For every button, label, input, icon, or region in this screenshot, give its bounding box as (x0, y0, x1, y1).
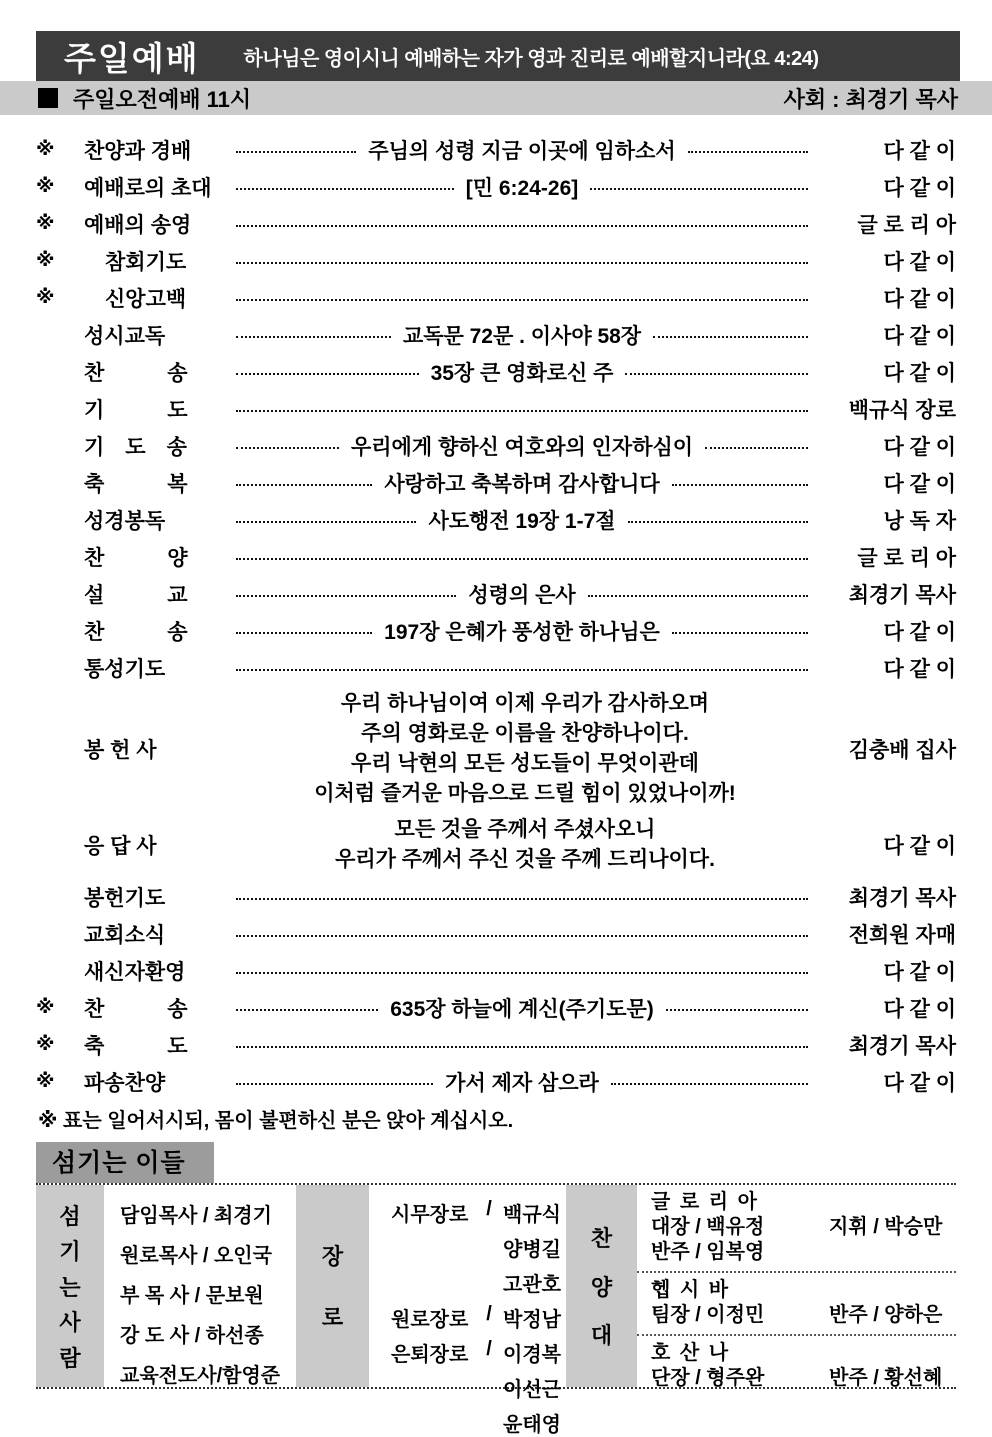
order-row (36, 242, 956, 279)
elder-role (391, 1408, 475, 1437)
order-row-label: 찬 송 (84, 620, 188, 644)
vertical-header-char: 장 (321, 1244, 344, 1270)
dotted-leader (236, 935, 808, 937)
pastor-entry: 강 도 사 / 하선종 (120, 1325, 264, 1347)
order-row-content: 635장 하늘에 계신(주기도문) (390, 997, 654, 1021)
dotted-leader (236, 484, 372, 486)
order-row-middle (236, 1067, 808, 1097)
elder-name: 양병길 (503, 1239, 561, 1261)
choir-name: 호 산 나 (651, 1342, 731, 1364)
order-row-label: 찬 송 (84, 361, 188, 385)
order-row-assignee: 최경기 목사 (848, 583, 956, 607)
header-banner (36, 31, 960, 81)
choir-staff-row (651, 1215, 956, 1240)
order-row-label: 기 도 송 (84, 435, 187, 459)
dotted-leader (628, 521, 808, 523)
choir-staff-left: 팀장 / 이정민 (651, 1304, 765, 1326)
dotted-leader (236, 972, 808, 974)
order-row-middle (236, 320, 808, 350)
order-row-content: 사도행전 19장 1-7절 (428, 509, 616, 533)
order-row-content: 사랑하고 축복하며 감사합니다 (384, 472, 660, 496)
order-row (36, 205, 956, 242)
order-row (36, 1063, 956, 1100)
vertical-header-char: 섬 (59, 1203, 81, 1229)
order-row-middle (236, 579, 808, 609)
order-row-assignee: 김충배 집사 (848, 739, 956, 762)
choir-name: 헵 시 바 (651, 1279, 731, 1301)
elder-separator: / (486, 1338, 492, 1360)
dotted-leader (705, 447, 808, 449)
order-row-content (234, 815, 816, 875)
dotted-leader (236, 188, 454, 190)
servants-section-title: 섬기는 이들 (36, 1142, 214, 1183)
servants-col-header-elders (296, 1185, 369, 1387)
elder-role: 은퇴장로 (391, 1344, 469, 1366)
order-row (36, 390, 956, 427)
order-row (36, 501, 956, 538)
order-row-assignee: 다 같 이 (883, 620, 956, 644)
order-row-content: 주님의 성령 지금 이곳에 임하소서 (368, 139, 676, 163)
star-mark: ※ (36, 1034, 55, 1055)
order-row-assignee: 다 같 이 (883, 176, 956, 200)
order-row-assignee: 다 같 이 (883, 361, 956, 385)
dotted-leader (236, 299, 808, 301)
choir-staff-right: 지휘 / 박승만 (829, 1216, 943, 1238)
order-row-label: 통성기도 (84, 657, 166, 681)
dotted-leader (611, 1083, 808, 1085)
choir-staff-row (651, 1303, 956, 1328)
order-row-label: 축 도 (84, 1034, 188, 1058)
order-row (36, 1026, 956, 1063)
order-row-label: 신앙고백 (84, 287, 187, 311)
order-row-assignee: 다 같 이 (883, 139, 956, 163)
order-row-assignee: 다 같 이 (883, 997, 956, 1021)
order-row-assignee: 다 같 이 (883, 472, 956, 496)
offering-text-line: 주의 영화로운 이름을 찬양하나이다. (361, 722, 689, 745)
order-row (36, 686, 956, 812)
order-row-middle (236, 505, 808, 535)
dotted-leader (236, 225, 808, 227)
vertical-header-char: 기 (59, 1239, 81, 1264)
order-row (36, 989, 956, 1026)
dotted-leader (236, 373, 419, 375)
order-row-label: 봉헌기도 (84, 886, 166, 910)
servants-table (36, 1183, 956, 1436)
black-square-icon (38, 88, 58, 108)
order-row (36, 952, 956, 989)
elder-name: 백규식 (503, 1204, 561, 1226)
choir-group (637, 1334, 956, 1397)
vertical-header-char: 람 (59, 1345, 81, 1371)
order-row-middle (236, 896, 808, 898)
order-row-label: 기 도 (84, 398, 188, 422)
elder-name: 윤태영 (503, 1414, 561, 1436)
dotted-leader (590, 188, 808, 190)
choir-staff-left: 대장 / 백유정 (651, 1216, 765, 1238)
order-row (36, 279, 956, 316)
dotted-leader (688, 151, 808, 153)
star-mark: ※ (36, 287, 55, 308)
choir-staff-right: 반주 / 양하은 (829, 1304, 943, 1326)
order-row-label: 예배로의 초대 (84, 176, 212, 200)
choir-group (637, 1271, 956, 1334)
order-row (36, 131, 956, 168)
elder-entry (391, 1268, 566, 1297)
elder-separator: / (486, 1303, 492, 1325)
order-row (36, 464, 956, 501)
dotted-leader (588, 595, 808, 597)
order-row-middle (236, 616, 808, 646)
order-row-middle (236, 431, 808, 461)
star-mark: ※ (36, 1071, 55, 1092)
offering-text-line: 우리가 주께서 주신 것을 주께 드리나이다. (335, 848, 715, 871)
choir-staff-row (651, 1240, 956, 1265)
order-row-label: 응 답 사 (84, 835, 157, 858)
order-row-assignee: 다 같 이 (883, 657, 956, 681)
pastors-list (104, 1185, 296, 1387)
order-row-label: 참회기도 (84, 250, 187, 274)
dotted-leader (236, 151, 356, 153)
dotted-leader (236, 447, 339, 449)
dotted-leader (236, 262, 808, 264)
order-row-label: 찬양과 경배 (84, 139, 192, 163)
standing-footnote: ※ 표는 일어서시되, 몸이 불편하신 분은 앉아 계십시오. (38, 1110, 514, 1132)
order-row-middle (236, 933, 808, 935)
servants-col-header-choirs (566, 1185, 637, 1387)
order-row-assignee: 다 같 이 (883, 287, 956, 311)
dotted-leader (236, 898, 808, 900)
elder-role (391, 1268, 475, 1297)
order-row-label: 교회소식 (84, 923, 166, 947)
choir-staff-left: 반주 / 임복영 (651, 1241, 765, 1263)
order-row-assignee: 낭 독 자 (883, 509, 956, 533)
star-mark: ※ (36, 213, 55, 234)
order-row-assignee: 다 같 이 (883, 324, 956, 348)
dotted-leader (236, 336, 391, 338)
order-row-assignee: 다 같 이 (883, 960, 956, 984)
order-row-assignee: 글 로 리 아 (857, 213, 956, 237)
order-row-assignee: 최경기 목사 (848, 1034, 956, 1058)
order-row-assignee: 다 같 이 (883, 835, 956, 858)
vertical-header-char: 로 (321, 1304, 344, 1330)
choir-staff-right: 반주 / 황선혜 (829, 1367, 943, 1389)
pastor-entry: 담임목사 / 최경기 (120, 1205, 272, 1227)
order-row (36, 316, 956, 353)
dotted-leader (653, 336, 808, 338)
bulletin-page (0, 31, 992, 1434)
vertical-header-char: 양 (590, 1274, 613, 1300)
order-row (36, 812, 956, 878)
order-row-assignee: 다 같 이 (883, 435, 956, 459)
order-row-middle (236, 260, 808, 262)
order-row-content: 197장 은혜가 풍성한 하나님은 (384, 620, 660, 644)
order-row-middle (236, 970, 808, 972)
pastor-entry: 원로목사 / 오인국 (120, 1245, 272, 1267)
elder-separator (475, 1233, 503, 1262)
order-row-assignee: 글 로 리 아 (857, 546, 956, 570)
order-row-middle (236, 408, 808, 410)
order-row-middle (236, 468, 808, 498)
offering-text-line: 이처럼 즐거운 마음으로 드릴 힘이 있었나이까! (314, 782, 736, 805)
order-of-worship (0, 115, 992, 1100)
order-row-assignee: 다 같 이 (883, 1071, 956, 1095)
order-row-content: 35장 큰 영화로신 주 (430, 361, 614, 385)
order-row-middle (236, 993, 808, 1023)
elder-entry (391, 1198, 566, 1227)
order-row-label: 성경봉독 (84, 509, 166, 533)
choir-staff-left: 단장 / 형주완 (651, 1367, 765, 1389)
order-row (36, 168, 956, 205)
dotted-leader (625, 373, 808, 375)
order-row-assignee: 최경기 목사 (848, 886, 956, 910)
star-mark: ※ (36, 176, 55, 197)
order-row-assignee: 전희원 자매 (848, 923, 956, 947)
order-row-content: 우리에게 향하신 여호와의 인자하심이 (350, 435, 694, 459)
elder-separator (475, 1408, 503, 1437)
vertical-header-char: 는 (59, 1274, 81, 1300)
order-row-label: 봉 헌 사 (84, 739, 157, 762)
elder-entry (391, 1233, 566, 1262)
dotted-leader (666, 1009, 808, 1011)
elder-role (391, 1233, 475, 1262)
elder-name: 고관호 (503, 1274, 561, 1296)
servants-col-header-pastors (36, 1185, 104, 1387)
offering-text-line: 우리 낙현의 모든 성도들이 무엇이관데 (351, 752, 699, 775)
order-row-assignee: 백규식 장로 (848, 398, 956, 422)
order-row-middle (236, 1044, 808, 1046)
dotted-leader (236, 669, 808, 671)
order-row-middle (236, 556, 808, 558)
choir-staff-row (651, 1366, 956, 1391)
elder-role (391, 1373, 475, 1402)
order-row-label: 찬 송 (84, 997, 188, 1021)
elder-entry (391, 1338, 566, 1367)
order-row-content: 성령의 은사 (468, 583, 576, 607)
order-row (36, 878, 956, 915)
order-row-assignee: 다 같 이 (883, 250, 956, 274)
order-row-label: 성시교독 (84, 324, 166, 348)
offering-text-line: 우리 하나님이여 이제 우리가 감사하오며 (340, 692, 710, 715)
elder-entry (391, 1408, 566, 1437)
choirs-list (637, 1185, 956, 1387)
pastor-entry: 부 목 사 / 문보원 (120, 1285, 264, 1307)
order-row-content: 교독문 72문 . 이사야 58장 (402, 324, 642, 348)
dotted-leader (236, 1009, 378, 1011)
elder-role: 원로장로 (391, 1309, 469, 1331)
elder-name: 이선근 (503, 1379, 561, 1401)
star-mark: ※ (36, 139, 55, 160)
dotted-leader (236, 595, 456, 597)
vertical-header-char: 찬 (590, 1226, 613, 1252)
choir-name: 글 로 리 아 (651, 1191, 759, 1213)
vertical-header-char: 대 (590, 1322, 613, 1348)
elder-separator: / (486, 1198, 492, 1220)
order-row-label: 파송찬양 (84, 1071, 166, 1095)
order-row-middle (236, 135, 808, 165)
elder-role: 시무장로 (391, 1204, 469, 1226)
order-row (36, 427, 956, 464)
elder-name: 이경복 (503, 1344, 561, 1366)
service-name: 주일오전예배 11시 (73, 86, 252, 112)
choir-group (637, 1185, 956, 1271)
order-row-middle (236, 357, 808, 387)
header-verse: 하나님은 영이시니 예배하는 자가 영과 진리로 예배할지니라(요 4:24) (243, 47, 819, 70)
dotted-leader (236, 521, 416, 523)
dotted-leader (236, 632, 372, 634)
order-row-label: 축 복 (84, 472, 188, 496)
order-row-label: 설 교 (84, 583, 188, 607)
dotted-leader (672, 632, 808, 634)
order-row-label: 찬 양 (84, 546, 188, 570)
order-row (36, 649, 956, 686)
elder-entry (391, 1303, 566, 1332)
order-row (36, 353, 956, 390)
dotted-leader (236, 1083, 433, 1085)
service-bar (0, 81, 992, 115)
offering-text-line: 모든 것을 주께서 주셨사오니 (394, 818, 656, 841)
dotted-leader (236, 1046, 808, 1048)
pastor-entry: 교육전도사/함영준 (120, 1365, 281, 1387)
order-row-label: 예배의 송영 (84, 213, 192, 237)
dotted-leader (236, 410, 808, 412)
order-row-middle (236, 297, 808, 299)
order-row-middle (236, 667, 808, 669)
order-row-content: 가서 제자 삼으라 (445, 1071, 599, 1095)
order-row (36, 612, 956, 649)
elder-entry (391, 1373, 566, 1402)
order-row (36, 575, 956, 612)
order-row (36, 538, 956, 575)
order-row-content: [민 6:24-26] (465, 176, 579, 200)
elder-separator (475, 1268, 503, 1297)
presider-label: 사회 : 최경기 목사 (783, 86, 958, 112)
page-title: 주일예배 (64, 39, 200, 77)
vertical-header-char: 사 (59, 1310, 81, 1335)
order-row (36, 915, 956, 952)
star-mark: ※ (36, 250, 55, 271)
dotted-leader (236, 558, 808, 560)
star-mark: ※ (36, 997, 55, 1018)
order-row-label: 새신자환영 (84, 960, 186, 984)
dotted-leader (672, 484, 808, 486)
elder-name: 박정남 (503, 1309, 561, 1331)
elder-separator (475, 1373, 503, 1402)
order-row-middle (236, 223, 808, 225)
order-row-content (234, 689, 816, 809)
order-row-middle (236, 172, 808, 202)
elders-list (369, 1185, 566, 1436)
